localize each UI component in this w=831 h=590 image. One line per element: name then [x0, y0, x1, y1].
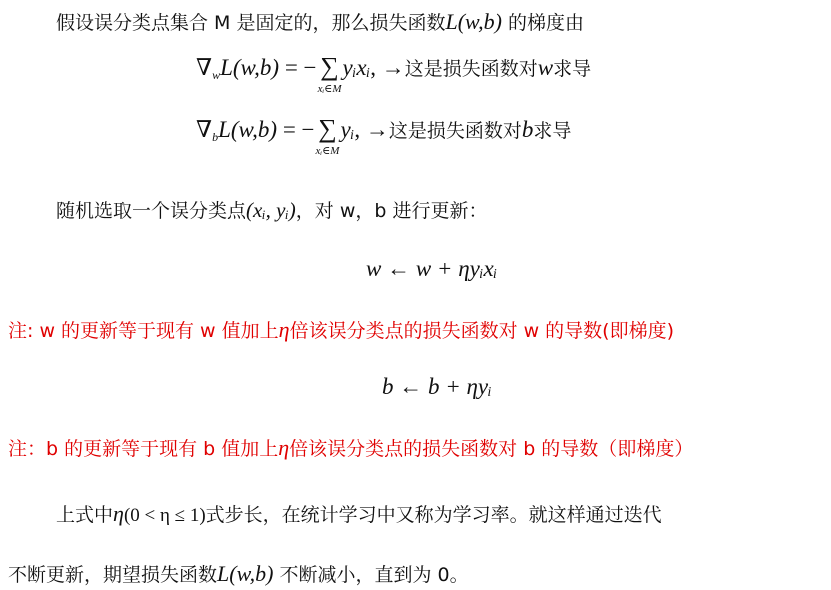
intro-prefix: 假设误分类点集合 M 是固定的，那么损失函数: [56, 12, 446, 34]
summation: [315, 114, 341, 157]
gradient-lhs: L(w,b): [220, 55, 280, 80]
loss-function: L(w,b): [445, 9, 502, 34]
update-b-equation: b ← b + ηyᵢ: [382, 374, 492, 399]
para-eta: η: [113, 501, 124, 526]
equation-note-a: 这是损失函数对: [404, 58, 538, 80]
arrow: , →: [370, 55, 405, 80]
random-point: (xᵢ, yᵢ): [246, 198, 296, 222]
note-w-a: 注: w 的更新等于现有 w 值加上: [8, 320, 279, 342]
intro-line: [56, 8, 584, 35]
note-w-b: 倍该误分类点的损失函数对 w 的导数(即梯度): [289, 320, 675, 342]
summation-term: yᵢ: [340, 117, 355, 142]
equals-minus: = −: [279, 55, 317, 80]
equation-note-var: w: [537, 55, 554, 80]
learning-rate-line: [56, 500, 662, 527]
nabla-subscript: b: [212, 130, 219, 144]
note-b-b: 倍该误分类点的损失函数对 b 的导数（即梯度）: [289, 438, 694, 460]
para2-loss: L(w,b): [217, 561, 274, 586]
para2-b: 不断减小，直到为 0。: [273, 564, 469, 586]
conclusion-line: [8, 560, 469, 587]
summation-symbol: ∑: [320, 52, 339, 81]
para-a: 上式中: [56, 504, 114, 526]
gradient-lhs: L(w,b): [218, 117, 278, 142]
intro-suffix: 的梯度由: [501, 12, 584, 34]
nabla-symbol: ∇: [196, 55, 213, 80]
equation-note-var: b: [521, 117, 534, 142]
para-b: 式步长，在统计学习中又称为学习率。就这样通过迭代: [205, 504, 662, 526]
random-prefix: 随机选取一个误分类点: [56, 200, 247, 222]
summation: [317, 52, 343, 95]
nabla-subscript: w: [212, 68, 221, 82]
summation-range: xᵢ∈M: [317, 83, 342, 95]
gradient-b-equation: [196, 114, 572, 157]
gradient-w-equation: [196, 52, 592, 95]
equals-minus: = −: [277, 117, 315, 142]
equation-note-b: 求导: [533, 120, 572, 142]
random-select-line: [56, 196, 487, 223]
update-w-equation: w ← w + ηyᵢxᵢ: [366, 256, 498, 281]
equation-note-b: 求导: [553, 58, 592, 80]
summation-symbol: ∑: [318, 114, 337, 143]
note-b-eta: η: [278, 435, 290, 460]
nabla-symbol: ∇: [196, 117, 213, 142]
summation-term: yᵢxᵢ: [342, 55, 371, 80]
summation-range: xᵢ∈M: [315, 145, 340, 157]
note-w-eta: η: [278, 317, 290, 342]
arrow: , →: [354, 117, 389, 142]
para2-a: 不断更新，期望损失函数: [8, 564, 218, 586]
equation-note-a: 这是损失函数对: [388, 120, 522, 142]
random-suffix: ，对 w，b 进行更新：: [295, 200, 488, 222]
note-b: [8, 434, 693, 461]
note-w: [8, 316, 674, 343]
note-b-a: 注：b 的更新等于现有 b 值加上: [8, 438, 279, 460]
para-range: (0 < η ≤ 1): [123, 505, 206, 526]
